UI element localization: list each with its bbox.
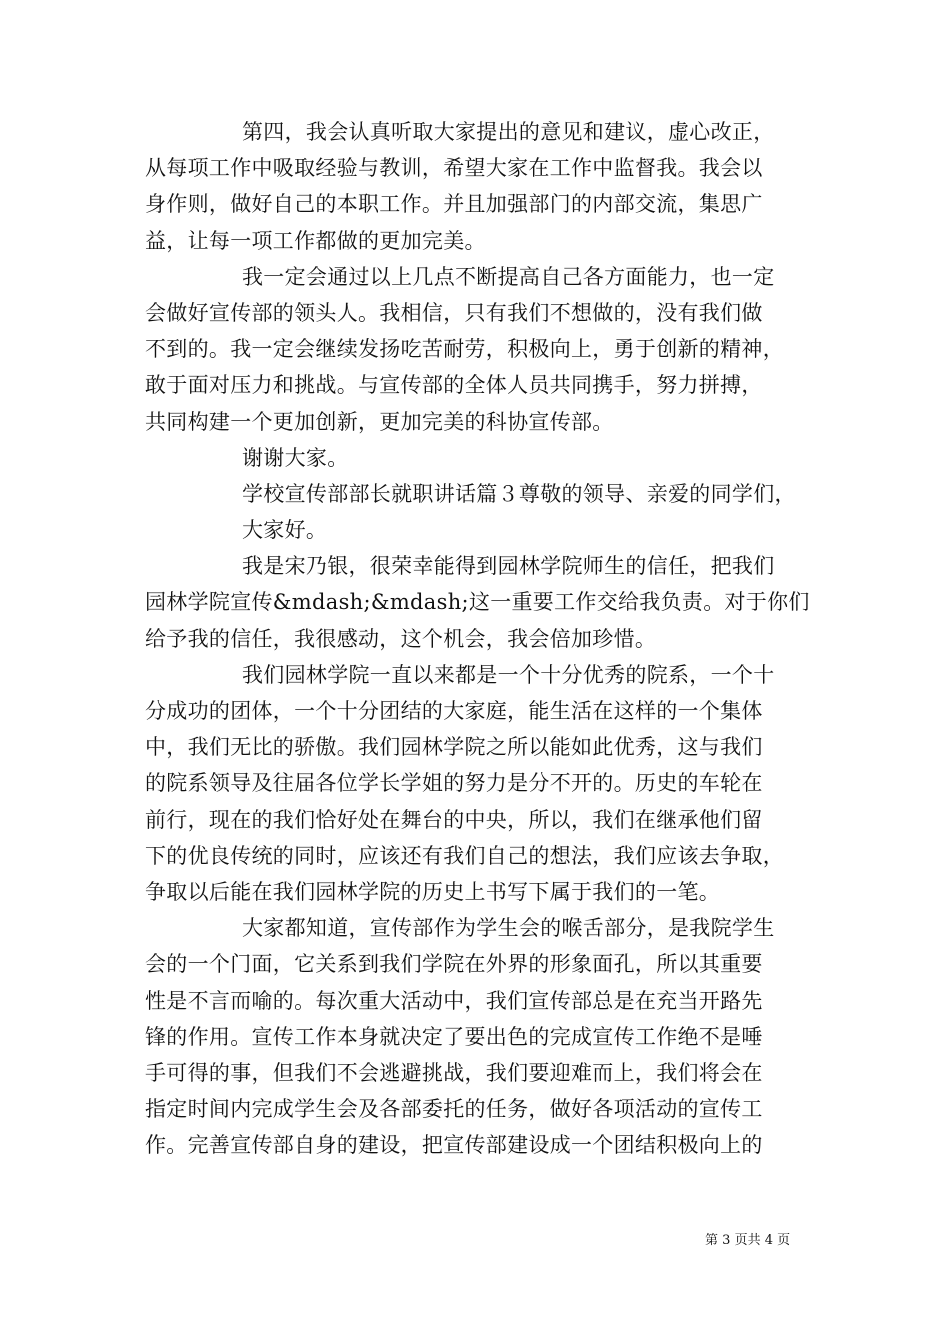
text-line: 我是宋乃银，很荣幸能得到园林学院师生的信任，把我们: [242, 554, 775, 579]
text-line: 锋的作用。宣传工作本身就决定了要出色的完成宣传工作绝不是唾: [145, 1024, 763, 1049]
text-line: 中，我们无比的骄傲。我们园林学院之所以能如此优秀，这与我们: [145, 735, 763, 760]
paragraph-7: [145, 657, 810, 910]
text-line: 不到的。我一定会继续发扬吃苦耐劳，积极向上，勇于创新的精神，: [145, 337, 784, 362]
text-line: 的院系领导及往届各位学长学姐的努力是分不开的。历史的车轮在: [145, 771, 763, 796]
text-line: 敢于面对压力和挑战。与宣传部的全体人员共同携手，努力拼搏，: [145, 373, 763, 398]
text-line: 前行，现在的我们恰好处在舞台的中央，所以，我们在继承他们留: [145, 807, 763, 832]
text-line: 共同构建一个更加创新，更加完美的科协宣传部。: [145, 409, 614, 434]
text-line: 大家都知道，宣传部作为学生会的喉舌部分，是我院学生: [242, 916, 775, 941]
text-line: 谢谢大家。: [242, 445, 349, 470]
text-line: 我一定会通过以上几点不断提高自己各方面能力，也一定: [242, 264, 775, 289]
text-line: 性是不言而喻的。每次重大活动中，我们宣传部总是在充当开路先: [145, 988, 763, 1013]
footer-suffix: 页: [777, 1233, 791, 1248]
paragraph-3: [145, 440, 810, 476]
footer-prefix: 第: [705, 1233, 719, 1248]
text-line: 从每项工作中吸取经验与教训，希望大家在工作中监督我。我会以: [145, 156, 763, 181]
paragraph-6: [145, 548, 810, 657]
text-line: 争取以后能在我们园林学院的历史上书写下属于我们的一笔。: [145, 879, 721, 904]
text-line: 学校宣传部部长就职讲话篇３尊敬的领导、亲爱的同学们，: [242, 481, 796, 506]
paragraph-8: [145, 910, 810, 1163]
text-line: 园林学院宣传&mdash;&mdash;这一重要工作交给我负责。对于你们: [145, 590, 810, 615]
text-line: 我们园林学院一直以来都是一个十分优秀的院系，一个十: [242, 662, 775, 687]
text-line: 指定时间内完成学生会及各部委托的任务，做好各项活动的宣传工: [145, 1097, 763, 1122]
text-line: 益，让每一项工作都做的更加完美。: [145, 228, 486, 253]
text-line: 会的一个门面，它关系到我们学院在外界的形象面孔，所以其重要: [145, 952, 763, 977]
paragraph-5: [145, 512, 810, 548]
paragraph-1: [145, 114, 810, 259]
footer-middle: 页共: [734, 1233, 761, 1248]
paragraph-2: [145, 259, 810, 440]
text-line: 身作则，做好自己的本职工作。并且加强部门的内部交流，集思广: [145, 192, 763, 217]
page-footer: [705, 1232, 790, 1250]
text-line: 手可得的事，但我们不会逃避挑战，我们要迎难而上，我们将会在: [145, 1060, 763, 1085]
text-line: 第四，我会认真听取大家提出的意见和建议，虚心改正，: [242, 120, 775, 144]
total-pages-number: 4: [764, 1233, 774, 1248]
text-line: 作。完善宣传部自身的建设，把宣传部建设成一个团结积极向上的: [145, 1133, 763, 1158]
text-line: 大家好。: [242, 518, 328, 543]
text-line: 给予我的信任，我很感动，这个机会，我会倍加珍惜。: [145, 626, 657, 651]
text-line: 会做好宣传部的领头人。我相信，只有我们不想做的，没有我们做: [145, 300, 763, 325]
text-line: 分成功的团体，一个十分团结的大家庭，能生活在这样的一个集体: [145, 699, 763, 723]
text-line: 下的优良传统的同时，应该还有我们自己的想法，我们应该去争取，: [145, 843, 784, 868]
paragraph-4: [145, 476, 810, 512]
current-page-number: 3: [722, 1233, 731, 1248]
document-body: [145, 114, 810, 1163]
